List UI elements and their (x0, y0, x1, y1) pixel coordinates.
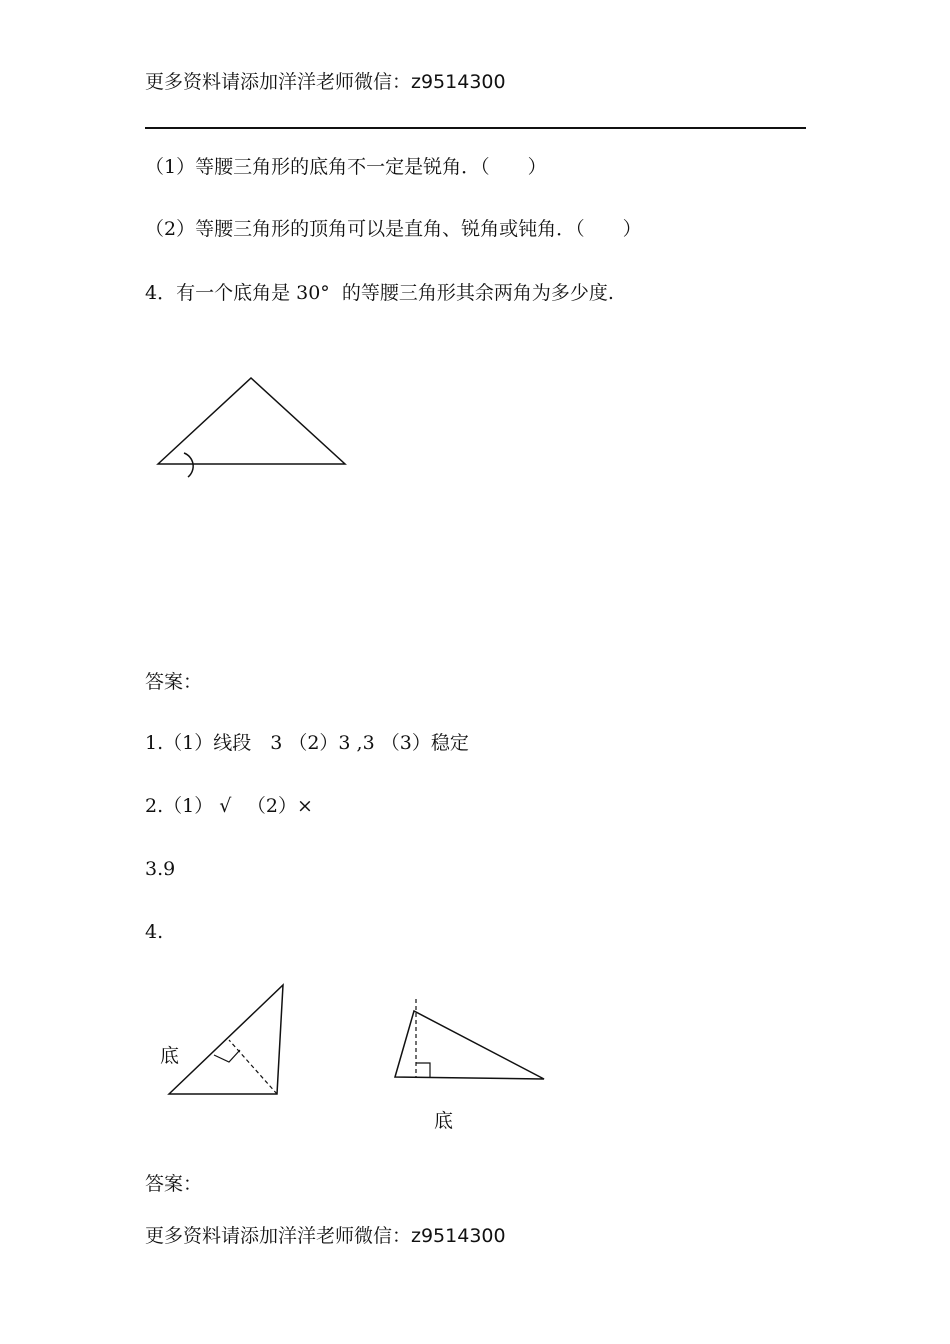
answer-1: 1.（1）线段 3 （2）3 ,3 （3）稳定 (145, 732, 469, 754)
answer-title: 答案： (145, 671, 203, 693)
question-4-triangle-figure (150, 370, 355, 485)
left-triangle-height (229, 1040, 277, 1094)
question-2-part-1: （1）等腰三角形的底角不一定是锐角．（ ） (145, 156, 547, 178)
right-base-label: 底 (434, 1110, 454, 1132)
right-right-angle-mark (416, 1063, 430, 1077)
page-header: 更多资料请添加洋洋老师微信：z9514300 (145, 71, 506, 93)
left-triangle (169, 985, 283, 1094)
page-footer: 更多资料请添加洋洋老师微信：z9514300 (145, 1225, 506, 1247)
base-angle-arc (184, 453, 193, 477)
left-right-angle-mark (214, 1050, 240, 1062)
left-base-label: 底 (160, 1045, 180, 1067)
answer-4-left-triangle (160, 980, 290, 1100)
right-triangle (395, 1011, 544, 1079)
header-divider (145, 127, 806, 129)
question-4: 4．有一个底角是 30° 的等腰三角形其余两角为多少度. (145, 282, 614, 304)
isosceles-triangle (158, 378, 345, 464)
question-2-part-2: （2）等腰三角形的顶角可以是直角、锐角或钝角．（ ） (145, 218, 642, 240)
answer-4-right-triangle (390, 995, 550, 1085)
answer-3: 3.9 (145, 858, 176, 880)
answer-2: 2.（1） √ （2）× (145, 795, 313, 817)
answer-4: 4. (145, 921, 164, 943)
answer-title-2: 答案： (145, 1173, 203, 1195)
